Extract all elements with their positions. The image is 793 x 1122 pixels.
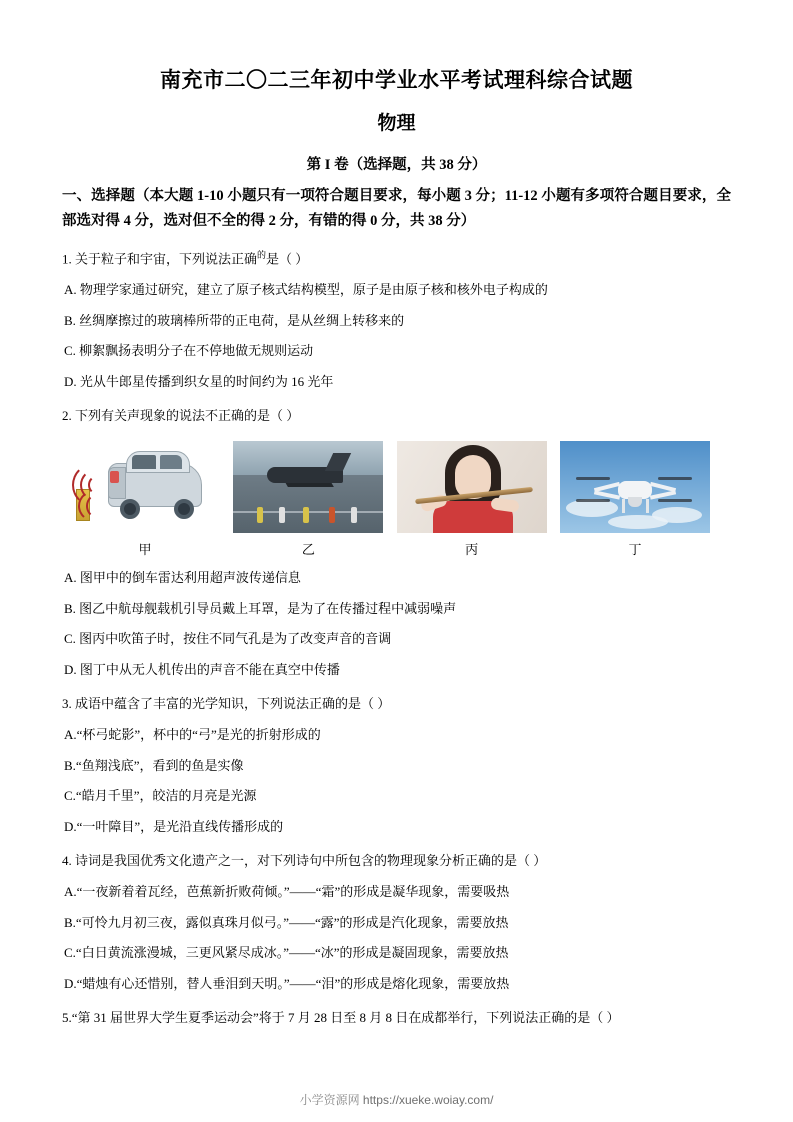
question-4-option-a: A.“一夜新着着瓦经，芭蕉新折败荷倾。”——“霜”的形成是凝华现象，需要吸热 bbox=[64, 883, 510, 899]
question-3-option-d: D.“一叶障目”，是光沿直线传播形成的 bbox=[64, 819, 284, 835]
question-1-option-d: D. 光从牛郎星传播到织女星的时间约为 16 光年 bbox=[64, 374, 334, 390]
question-1-stem-pre: 1. 关于粒子和宇宙，下列说法正确 bbox=[62, 251, 258, 267]
figure-ding-label: 丁 bbox=[628, 541, 642, 557]
question-1-stem-post: 是（ ） bbox=[266, 251, 309, 267]
question-5-stem: 5.“第 31 届世界大学生夏季运动会”将于 7 月 28 日至 8 月 8 日在成都举行，下列说法正确的是（ ） bbox=[62, 1010, 620, 1026]
question-1-option-b: B. 丝绸摩擦过的玻璃棒所带的正电荷，是从丝绸上转移来的 bbox=[64, 312, 405, 328]
subject-title: 物理 bbox=[377, 113, 416, 134]
question-4-option-d: D.“蜡烛有心还惜别，替人垂泪到天明。”——“泪”的形成是熔化现象，需要放热 bbox=[64, 976, 510, 992]
footer-url: https://xueke.woiay.com/ bbox=[362, 1093, 494, 1107]
question-4-stem: 4. 诗词是我国优秀文化遗产之一，对下列诗句中所包含的物理现象分析正确的是（ ） bbox=[62, 853, 547, 869]
question-1-stem-sup: 的 bbox=[257, 249, 267, 260]
aircraft-carrier-crew-image bbox=[233, 441, 383, 533]
page-footer bbox=[0, 1091, 793, 1108]
flute-player-image bbox=[397, 441, 547, 533]
question-1-stem bbox=[62, 248, 731, 270]
question-3-option-a: A.“杯弓蛇影”，杯中的“弓”是光的折射形成的 bbox=[64, 726, 321, 742]
figure-ding bbox=[560, 441, 710, 558]
section-instructions: 一、选择题（本大题 1-10 小题只有一项符合题目要求，每小题 3 分；11-12 小题有多项符合题目要求，全部选对得 4 分，选对但不全的得 2 分，有错的得 0 分，共 38 分） bbox=[62, 188, 731, 230]
question-1-option-c: C. 柳絮飘扬表明分子在不停地做无规则运动 bbox=[64, 343, 314, 359]
drone-in-sky-image bbox=[560, 441, 710, 533]
figure-yi bbox=[233, 441, 383, 558]
question-3-option-c: C.“皓月千里”，皎洁的月亮是光源 bbox=[64, 788, 257, 804]
reversing-radar-car-image bbox=[70, 441, 220, 533]
question-4-option-b: B.“可怜九月初三夜，露似真珠月似弓。”——“露”的形成是汽化现象，需要放热 bbox=[64, 914, 509, 930]
figure-yi-label: 乙 bbox=[301, 541, 315, 557]
question-3-option-b: B.“鱼翔浅底”，看到的鱼是实像 bbox=[64, 757, 244, 773]
question-2-option-a: A. 图甲中的倒车雷达利用超声波传递信息 bbox=[64, 569, 301, 585]
question-1-option-a: A. 物理学家通过研究，建立了原子核式结构模型，原子是由原子核和核外电子构成的 bbox=[64, 281, 548, 297]
figure-jia-label: 甲 bbox=[138, 541, 152, 557]
footer-brand: 小学资源网 bbox=[299, 1093, 360, 1107]
figure-bing bbox=[397, 441, 547, 558]
question-4-option-c: C.“白日黄流涨漫城，三更风紧尽成冰。”——“冰”的形成是凝固现象，需要放热 bbox=[64, 945, 509, 961]
page-title: 南充市二〇二三年初中学业水平考试理科综合试题 bbox=[160, 68, 633, 92]
question-2-option-b: B. 图乙中航母舰载机引导员戴上耳罩，是为了在传播过程中减弱噪声 bbox=[64, 600, 457, 616]
figure-bing-label: 丙 bbox=[465, 541, 479, 557]
figure-jia bbox=[70, 441, 220, 558]
question-2-figure-row bbox=[70, 441, 710, 558]
question-2-option-d: D. 图丁中从无人机传出的声音不能在真空中传播 bbox=[64, 662, 340, 678]
question-2-option-c: C. 图丙中吹笛子时，按住不同气孔是为了改变声音的音调 bbox=[64, 631, 392, 647]
question-3-stem: 3. 成语中蕴含了丰富的光学知识，下列说法正确的是（ ） bbox=[62, 696, 391, 712]
question-2-stem: 2. 下列有关声现象的说法不正确的是（ ） bbox=[62, 408, 300, 424]
section-heading: 第 I 卷（选择题，共 38 分） bbox=[306, 157, 487, 173]
